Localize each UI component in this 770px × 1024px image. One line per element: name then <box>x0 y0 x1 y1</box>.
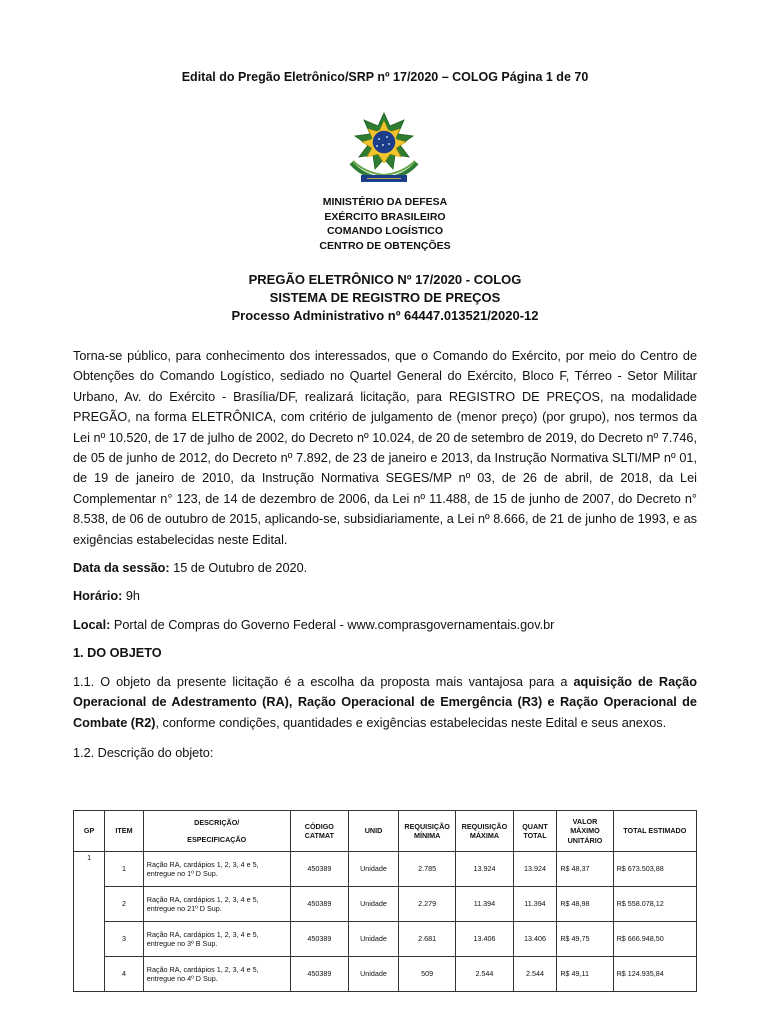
cell-catmat: 450389 <box>290 922 348 957</box>
header-total: TOTAL ESTIMADO <box>613 811 696 852</box>
session-local-label: Local: <box>73 617 111 632</box>
session-local <box>73 615 697 635</box>
header-description-line1: DESCRIÇÃO/ <box>194 818 240 827</box>
cell-catmat: 450389 <box>290 957 348 992</box>
session-date-label: Data da sessão: <box>73 561 170 576</box>
cell-unid: Unidade <box>349 852 399 887</box>
cell-valor: R$ 48,37 <box>557 852 613 887</box>
cell-min: 2.279 <box>399 887 456 922</box>
header-catmat: CÓDIGO CATMAT <box>290 811 348 852</box>
title-line-pregao: PREGÃO ELETRÔNICO Nº 17/2020 - COLOG <box>248 272 522 287</box>
header-min: REQUISIÇÃO MÍNIMA <box>399 811 456 852</box>
table-row <box>74 922 697 957</box>
header-valor: VALOR MÁXIMO UNITÁRIO <box>557 811 613 852</box>
header-unid: UNID <box>349 811 399 852</box>
object-paragraph <box>73 672 697 733</box>
session-date <box>73 558 697 578</box>
cell-max: 13.406 <box>456 922 513 957</box>
cell-max: 11.394 <box>456 887 513 922</box>
object-description-label: 1.2. Descrição do objeto: <box>73 745 214 760</box>
cell-catmat: 450389 <box>290 852 348 887</box>
cell-max: 2.544 <box>456 957 513 992</box>
cell-min: 2.785 <box>399 852 456 887</box>
table-row <box>74 887 697 922</box>
items-table <box>73 810 697 992</box>
document-title <box>0 271 770 325</box>
cell-quant: 2.544 <box>513 957 557 992</box>
header-description <box>143 811 290 852</box>
org-line-ministry: MINISTÉRIO DA DEFESA <box>322 196 448 208</box>
cell-item: 1 <box>105 852 144 887</box>
cell-quant: 13.406 <box>513 922 557 957</box>
cell-item: 3 <box>105 922 144 957</box>
cell-desc: Ração RA, cardápios 1, 2, 3, 4 e 5, entregue no 4º D Sup. <box>143 957 290 992</box>
cell-desc: Ração RA, cardápios 1, 2, 3, 4 e 5, entregue no 1º D Sup. <box>143 852 290 887</box>
table-header-row <box>74 811 697 852</box>
cell-total: R$ 558.078,12 <box>613 887 696 922</box>
cell-item: 2 <box>105 887 144 922</box>
object-text-end: , conforme condições, quantidades e exigências estabelecidas neste Edital e seus anexos. <box>155 715 667 730</box>
header-description-line2: ESPECIFICAÇÃO <box>187 834 247 844</box>
header-max: REQUISIÇÃO MÁXIMA <box>456 811 513 852</box>
org-line-army: EXÉRCITO BRASILEIRO <box>324 210 446 223</box>
cell-desc: Ração RA, cardápios 1, 2, 3, 4 e 5, entregue no 3º B Sup. <box>143 922 290 957</box>
org-line-center: CENTRO DE OBTENÇÕES <box>319 239 451 252</box>
session-time-value: 9h <box>122 589 140 604</box>
cell-total: R$ 124.935,84 <box>613 957 696 992</box>
intro-paragraph: Torna-se público, para conhecimento dos interessados, que o Comando do Exército, por meio do Centro de Obtenções do Comando Logístico, sediado no Quartel General do Exército, Bloco F, Térreo - Setor Militar Urbano, Av. do Exército - Brasília/DF, realizará licitação, para REGISTRO DE PREÇOS, na modalidade PREGÃO, na forma ELETRÔNICA, com critério de julgamento de (menor preço) (por grupo), nos termos da Lei nº 10.520, de 17 de julho de 2002, do Decreto nº 10.024, de 20 de setembro de 2019, do Decreto nº 7.746, de 05 de junho de 2012, do Decreto nº 7.892, de 23 de janeiro e 2013, da Instrução Normativa SLTI/MP nº 01, de 19 de janeiro de 2010, da Instrução Normativa SEGES/MP nº 03, de 26 de abril, de 2018, da Lei Complementar n° 123, de 14 de dezembro de 2006, da Lei nº 11.488, de 15 de junho de 2007, do Decreto n° 8.538, de 06 de outubro de 2015, aplicando-se, subsidiariamente, a Lei nº 8.666, de 21 de junho de 1993, e as exigências estabelecidas neste Edital. <box>73 349 697 547</box>
page-header: Edital do Pregão Eletrônico/SRP nº 17/2020 – COLOG Página 1 de 70 <box>181 70 589 84</box>
cell-total: R$ 673.503,88 <box>613 852 696 887</box>
cell-quant: 13.924 <box>513 852 557 887</box>
cell-gp: 1 <box>74 852 105 992</box>
session-date-value: 15 de Outubro de 2020. <box>169 561 308 576</box>
object-text-bold: aquisição de Ração Operacional de Adestramento (RA), Ração Operacional de Emergência (R3) e Ração Operacional de Combate (R2) <box>73 674 697 730</box>
cell-min: 2.681 <box>399 922 456 957</box>
table-row <box>74 852 697 887</box>
cell-valor: R$ 49,11 <box>557 957 613 992</box>
cell-total: R$ 666.948,50 <box>613 922 696 957</box>
section-title-objeto: 1. DO OBJETO <box>73 646 162 661</box>
object-text-start: 1.1. O objeto da presente licitação é a escolha da proposta mais vantajosa para a <box>73 674 574 689</box>
cell-unid: Unidade <box>349 922 399 957</box>
cell-max: 13.924 <box>456 852 513 887</box>
cell-valor: R$ 48,98 <box>557 887 613 922</box>
header-quant: QUANT TOTAL <box>513 811 557 852</box>
session-time-label: Horário: <box>73 589 123 604</box>
header-item: ITEM <box>105 811 144 852</box>
cell-valor: R$ 49,75 <box>557 922 613 957</box>
coat-of-arms-emblem <box>343 111 425 187</box>
document-body <box>73 346 697 763</box>
organization-block <box>0 195 770 253</box>
cell-unid: Unidade <box>349 957 399 992</box>
org-line-command: COMANDO LOGÍSTICO <box>326 225 444 237</box>
session-local-value: Portal de Compras do Governo Federal - www.comprasgovernamentais.gov.br <box>110 617 555 632</box>
cell-min: 509 <box>399 957 456 992</box>
title-line-process: Processo Administrativo nº 64447.013521/2020-12 <box>231 308 539 323</box>
cell-catmat: 450389 <box>290 887 348 922</box>
header-gp: GP <box>74 811 105 852</box>
table-row <box>74 957 697 992</box>
cell-desc: Ração RA, cardápios 1, 2, 3, 4 e 5, entregue no 21º D Sup. <box>143 887 290 922</box>
cell-quant: 11.394 <box>513 887 557 922</box>
title-line-system: SISTEMA DE REGISTRO DE PREÇOS <box>269 290 501 305</box>
session-time <box>73 586 697 606</box>
cell-unid: Unidade <box>349 887 399 922</box>
cell-item: 4 <box>105 957 144 992</box>
